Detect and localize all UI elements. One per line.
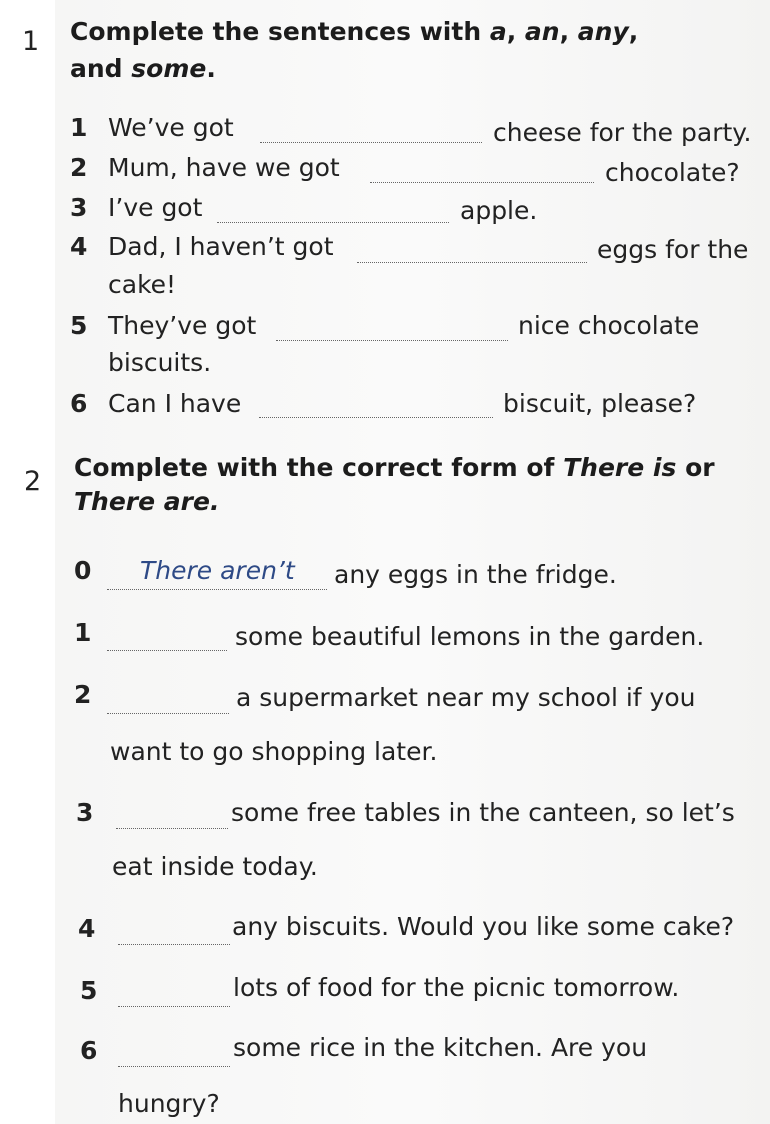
item-text-before: I’ve got <box>108 193 203 222</box>
item-number: 2 <box>74 680 92 709</box>
exercise-1-number: 1 <box>22 26 40 57</box>
item-number: 3 <box>70 193 88 222</box>
item-number: 0 <box>74 556 92 585</box>
exercise-1-title-cont: and some. <box>70 54 216 83</box>
item-number: 4 <box>78 914 96 943</box>
item-text-after: some free tables in the canteen, so let’s <box>231 798 735 827</box>
item-text-after: cheese for the party. <box>493 118 752 147</box>
item-number: 6 <box>80 1036 98 1065</box>
exercise-2-title-cont: There are. <box>74 487 220 516</box>
item-number: 4 <box>70 232 88 261</box>
exercise-2-title: Complete with the correct form of There is or <box>74 453 715 482</box>
item-text-after: nice chocolate <box>518 311 700 340</box>
item-text-before: We’ve got <box>108 113 234 142</box>
item-text-before: Can I have <box>108 389 242 418</box>
item-number: 6 <box>70 389 88 418</box>
answer-blank[interactable] <box>107 589 327 590</box>
item-number: 5 <box>70 311 88 340</box>
answer-blank[interactable] <box>107 650 227 651</box>
item-text-after: biscuit, please? <box>503 389 697 418</box>
answer-blank[interactable] <box>118 944 230 945</box>
item-number: 1 <box>74 618 92 647</box>
answer-blank[interactable] <box>116 828 228 829</box>
answer-blank[interactable] <box>118 1066 230 1067</box>
item-text-before: Dad, I haven’t got <box>108 232 334 261</box>
answer-blank[interactable] <box>260 142 482 143</box>
exercise-1-title: Complete the sentences with a, an, any, <box>70 17 639 46</box>
item-text-after: any biscuits. Would you like some cake? <box>232 912 735 941</box>
item-text-continued: eat inside today. <box>112 852 318 881</box>
exercise-2-number: 2 <box>24 466 42 497</box>
item-text-after: apple. <box>460 196 538 225</box>
item-text-continued: biscuits. <box>108 348 212 377</box>
item-number: 5 <box>80 976 98 1005</box>
item-text-before: Mum, have we got <box>108 153 340 182</box>
answer-blank[interactable] <box>357 262 587 263</box>
item-text-after: chocolate? <box>605 158 740 187</box>
item-text-continued: cake! <box>108 270 177 299</box>
example-answer: There aren’t <box>140 556 295 585</box>
item-text-after: lots of food for the picnic tomorrow. <box>233 973 680 1002</box>
answer-blank[interactable] <box>107 713 229 714</box>
answer-blank[interactable] <box>118 1006 230 1007</box>
answer-blank[interactable] <box>370 182 594 183</box>
item-text-continued: hungry? <box>118 1089 220 1118</box>
item-text-after: some rice in the kitchen. Are you <box>233 1033 648 1062</box>
item-text-before: They’ve got <box>108 311 257 340</box>
answer-blank[interactable] <box>217 222 449 223</box>
item-number: 3 <box>76 798 94 827</box>
answer-blank[interactable] <box>276 340 508 341</box>
item-text-after: eggs for the <box>597 235 749 264</box>
item-number: 1 <box>70 113 88 142</box>
item-text-after: some beautiful lemons in the garden. <box>235 622 705 651</box>
item-text-after: any eggs in the fridge. <box>334 560 617 589</box>
item-number: 2 <box>70 153 88 182</box>
answer-blank[interactable] <box>259 417 493 418</box>
item-text-continued: want to go shopping later. <box>110 737 438 766</box>
item-text-after: a supermarket near my school if you <box>236 683 696 712</box>
